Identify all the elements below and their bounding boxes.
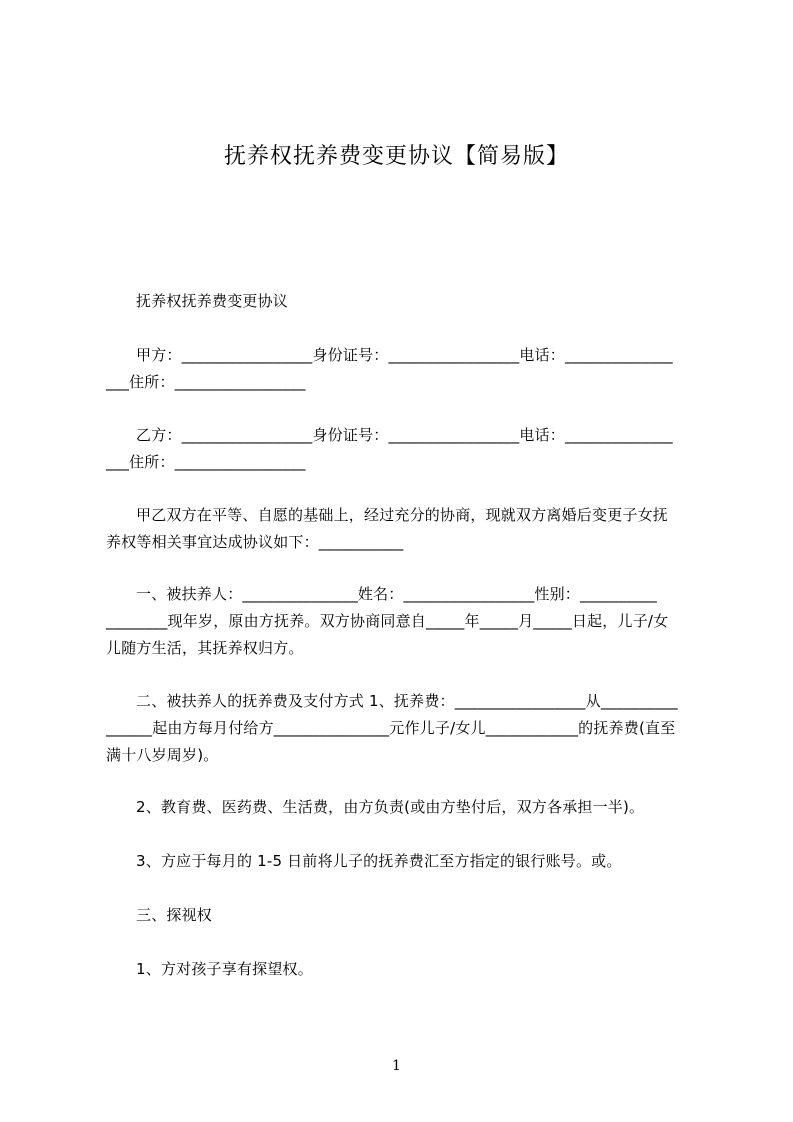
page-number: 1 [392, 1058, 401, 1074]
item-3: 3、方应于每月的 1-5 日前将儿子的抚养费汇至方指定的银行账号。或。 [136, 852, 622, 870]
subtitle: 抚养权抚养费变更协议 [136, 292, 289, 310]
intro-line-2: 养权等相关事宜达成协议如下：___________ [106, 533, 404, 551]
document-title: 抚养权抚养费变更协议【简易版】 [223, 144, 569, 169]
section-2-line-3: 满十八岁周岁)。 [106, 746, 219, 764]
section-3-heading: 三、探视权 [136, 906, 213, 924]
party-a-line-2: ___住所：_________________ [106, 373, 306, 391]
section-1-line-2: ________现年岁，原由方抚养。双方协商同意自_____年_____月_____日起，儿子/女 [106, 612, 669, 630]
party-b-line-1: 乙方：_________________身份证号：_________________电话：______________ [136, 426, 673, 444]
intro-line-1: 甲乙双方在平等、自愿的基础上，经过充分的协商，现就双方离婚后变更子女抚 [136, 506, 669, 524]
party-b-line-2: ___住所：_________________ [106, 453, 306, 471]
section-2-line-2: ______起由方每月付给方_______________元作儿子/女儿____________的抚养费(直至 [106, 719, 676, 737]
section-1-line-3: 儿随方生活，其抚养权归方。 [106, 639, 304, 657]
section-3-item-1: 1、方对孩子享有探望权。 [136, 960, 313, 978]
section-2-line-1: 二、被扶养人的抚养费及支付方式 1、抚养费：_________________从__________ [136, 692, 678, 710]
party-a-line-1: 甲方：_________________身份证号：_________________电话：______________ [136, 346, 673, 364]
section-1-line-1: 一、被扶养人：_______________姓名：_________________性别：__________ [136, 585, 658, 603]
item-2: 2、教育费、医药费、生活费，由方负责(或由方垫付后，双方各承担一半)。 [136, 798, 645, 816]
